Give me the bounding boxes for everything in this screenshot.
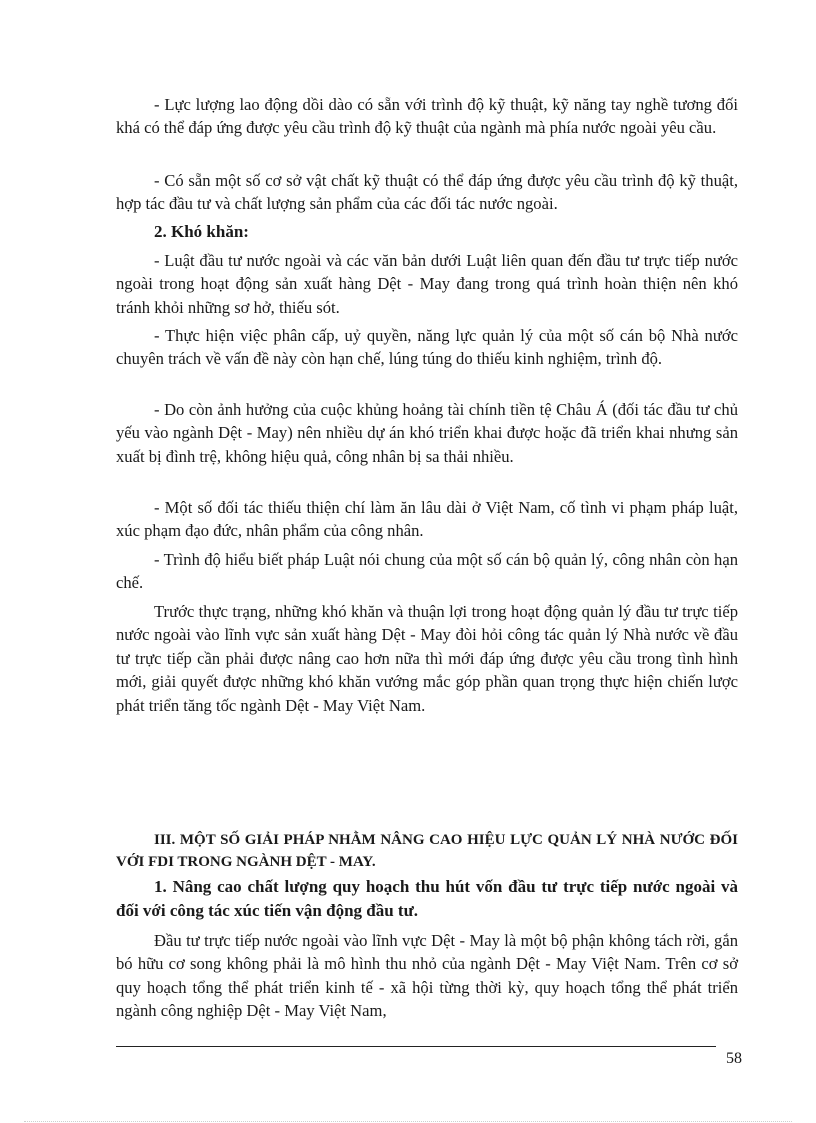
page-edge-dotted-line — [24, 1121, 792, 1122]
paragraph-labor-advantage: - Lực lượng lao động dồi dào có sẵn với trình độ kỹ thuật, kỹ năng tay nghề tương đối khá có thể đáp ứng được yêu cầu trình độ kỹ thuật của ngành mà phía nước ngoài yêu cầu. — [116, 95, 738, 138]
footer-divider — [116, 1046, 716, 1047]
paragraph-conclusion: Trước thực trạng, những khó khăn và thuận lợi trong hoạt động quản lý đầu tư trực tiếp nước ngoài vào lĩnh vực sản xuất hàng Dệt - May đòi hỏi công tác quản lý Nhà nước về đầu tư trực tiếp cần phải được nâng cao hơn nữa thì mới đáp ứng được yêu cầu trong tình hình mới, giải quyết được những khó khăn vướng mắc góp phần quan trọng thực hiện chiến lược phát triển tăng tốc ngành Dệt - May Việt Nam. — [116, 602, 738, 715]
page-number: 58 — [726, 1050, 742, 1067]
heading-difficulties: 2. Khó khăn: — [154, 222, 249, 241]
paragraph-fdi-planning: Đầu tư trực tiếp nước ngoài vào lĩnh vực Dệt - May là một bộ phận không tách rời, gắn bó hữu cơ song không phải là mô hình thu nhỏ của ngành Dệt - May Việt Nam. Trên cơ sở quy hoạch tổng thể phát triển kinh tế - xã hội từng thời kỳ, quy hoạch tổng thể phát triển ngành công nghiệp Dệt - May Việt Nam, — [116, 931, 738, 1021]
heading-section-three: III. MỘT SỐ GIẢI PHÁP NHẰM NÂNG CAO HIỆU LỰC QUẢN LÝ NHÀ NƯỚC ĐỐI VỚI FDI TRONG NGÀNH DỆT - MAY. — [116, 832, 738, 870]
paragraph-legal-knowledge-difficulty: - Trình độ hiểu biết pháp Luật nói chung của một số cán bộ quản lý, công nhân còn hạn chế. — [116, 550, 738, 593]
paragraph-facilities-advantage: - Có sẵn một số cơ sở vật chất kỹ thuật có thể đáp ứng được yêu cầu trình độ kỹ thuật, hợp tác đầu tư và chất lượng sản phẩm của các đối tác nước ngoài. — [116, 171, 738, 214]
paragraph-management-difficulty: - Thực hiện việc phân cấp, uỷ quyền, năng lực quản lý của một số cán bộ Nhà nước chuyên trách về vấn đề này còn hạn chế, lúng túng do thiếu kinh nghiệm, trình độ. — [116, 326, 738, 369]
paragraph-partner-difficulty: - Một số đối tác thiếu thiện chí làm ăn lâu dài ở Việt Nam, cố tình vi phạm pháp luật, xúc phạm đạo đức, nhân phẩm của công nhân. — [116, 498, 738, 541]
paragraph-law-difficulty: - Luật đầu tư nước ngoài và các văn bản dưới Luật liên quan đến đầu tư trực tiếp nước ngoài trong hoạt động sản xuất hàng Dệt - May đang trong quá trình hoàn thiện nên khó tránh khỏi những sơ hở, thiếu sót. — [116, 251, 738, 317]
heading-subsection-one: 1. Nâng cao chất lượng quy hoạch thu hút vốn đầu tư trực tiếp nước ngoài và đối với công tác xúc tiến vận động đầu tư. — [116, 877, 738, 920]
paragraph-asian-crisis-difficulty: - Do còn ảnh hưởng của cuộc khủng hoảng tài chính tiền tệ Châu Á (đối tác đầu tư chủ yếu vào ngành Dệt - May) nên nhiều dự án khó triển khai được hoặc đã triển khai nhưng sản xuất bị đình trệ, không hiệu quả, công nhân bị sa thải nhiều. — [116, 400, 738, 466]
